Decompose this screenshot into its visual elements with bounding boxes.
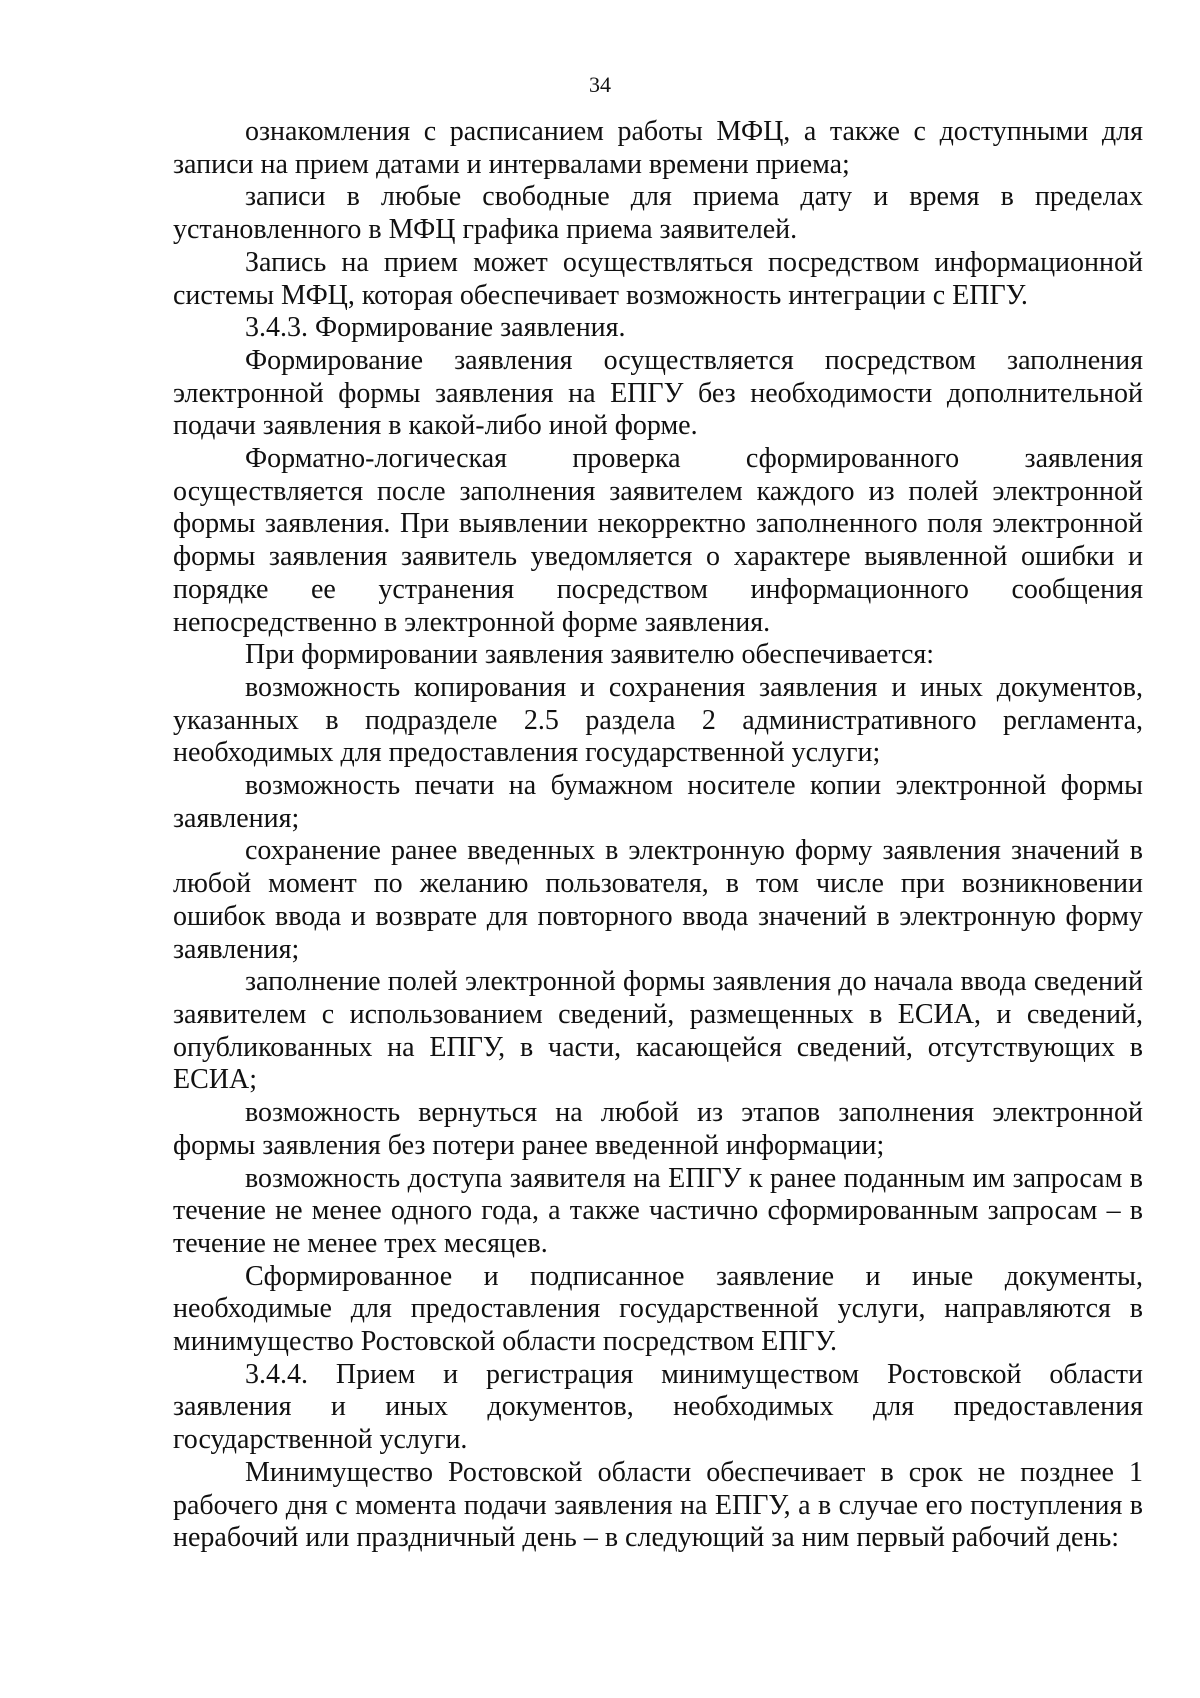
paragraph-format-logical-check: Форматно-логическая проверка сформированного заявления осуществляется после заполнения заявителем каждого из полей электронной формы заявления. При выявлении некорректно заполненного поля электронной формы заявления заявитель уведомляется о характере выявленной ошибки и порядке ее устранения посредством информационного сообщения непосредственно в электронной форме заявления. [173, 443, 1143, 638]
paragraph-registration-deadline: Минимущество Ростовской области обеспечивает в срок не позднее 1 рабочего дня с момента подачи заявления на ЕПГУ, а в случае его поступления в нерабочий или праздничный день – в следующий за ним первый рабочий день: [173, 1456, 1143, 1554]
paragraph-schedule-familiarization: ознакомления с расписанием работы МФЦ, а также с доступными для записи на прием датами и интервалами времени приема; [173, 116, 1143, 180]
paragraph-mfc-info-system: Запись на прием может осуществляться посредством информационной системы МФЦ, которая обеспечивает возможность интеграции с ЕПГУ. [173, 246, 1143, 311]
paragraph-submission: Сформированное и подписанное заявление и иные документы, необходимые для предоставления государственной услуги, направляются в минимущество Ростовской области посредством ЕПГУ. [173, 1260, 1143, 1358]
paragraph-applicant-provided: При формировании заявления заявителю обеспечивается: [245, 639, 935, 671]
list-item-return-to-step: возможность вернуться на любой из этапов заполнения электронной формы заявления без потери ранее введенной информации; [173, 1097, 1143, 1161]
section-heading-3-4-4: 3.4.4. Прием и регистрация минимуществом Ростовской области заявления и иных документов, необходимых для предоставления государственной услуги. [173, 1358, 1143, 1456]
paragraph-free-slot-booking: записи в любые свободные для приема дату и время в пределах установленного в МФЦ графика приема заявителей. [173, 181, 1143, 246]
page-number: 34 [589, 72, 611, 97]
list-item-print: возможность печати на бумажном носителе копии электронной формы заявления; [173, 770, 1143, 834]
paragraph-application-forming: Формирование заявления осуществляется посредством заполнения электронной формы заявления на ЕПГУ без необходимости дополнительной подачи заявления в какой-либо иной форме. [173, 344, 1143, 442]
list-item-save-values: сохранение ранее введенных в электронную форму заявления значений в любой момент по желанию пользователя, в том числе при возникновении ошибок ввода и возврате для повторного ввода значений в электронную форму заявления; [173, 835, 1143, 965]
list-item-access-requests: возможность доступа заявителя на ЕПГУ к ранее поданным им запросам в течение не менее одного года, а также частично сформированным запросам – в течение не менее трех месяцев. [173, 1162, 1143, 1259]
section-heading-3-4-3: 3.4.3. Формирование заявления. [245, 312, 626, 344]
list-item-copy-save: возможность копирования и сохранения заявления и иных документов, указанных в подразделе 2.5 раздела 2 административного регламента, необходимых для предоставления государственной услуги; [173, 671, 1143, 769]
list-item-prefill-esia: заполнение полей электронной формы заявления до начала ввода сведений заявителем с использованием сведений, размещенных в ЕСИА, и сведений, опубликованных на ЕПГУ, в части, касающейся сведений, отсутствующих в ЕСИА; [173, 966, 1143, 1096]
document-body [173, 116, 1143, 1555]
